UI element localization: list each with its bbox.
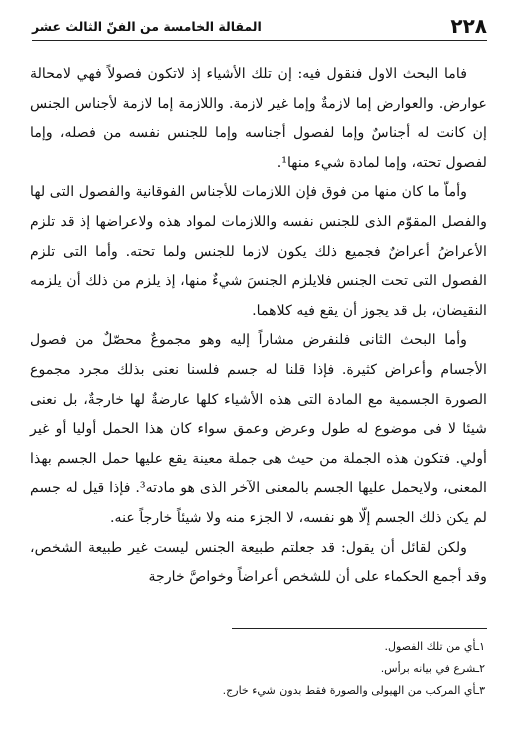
running-header xyxy=(32,14,487,41)
main-text xyxy=(30,60,487,593)
footnote-3: ٣ـأي المركب من الهيولى والصورة فقط بدون شيء خارج. xyxy=(222,684,485,697)
footnote-1: ١ـأي من تلك الفصول. xyxy=(384,640,485,653)
paragraph-4: ولكن لقائل أن يقول: قد جعلتم طبيعة الجنس ليست غير طبيعة الشخص، وقد أجمع الحكماء على أن للشخص أعراضاً وخواصَّ خارجة xyxy=(30,539,487,586)
footnotes xyxy=(30,636,485,702)
paragraph-1: فاما البحث الاول فنقول فيه: إن تلك الأشياء إذ لاتكون فصولاً فهي لامحالة عوارض. والعوارض إما لازمةٌ وإما غير لازمة. واللازمة إما لازمة لأجناس الجنس إن كانت له أجناسٌ وإما لفصول أجناسه وإما للجنس نفسه من فصله، وإما لفصول تحته، وإما لمادة شيء منها¹. xyxy=(30,66,487,171)
page-number: ٢٢٨ xyxy=(450,14,487,38)
running-title: المقالة الخامسة من الفنّ الثالث عشر xyxy=(32,19,262,34)
footnote-separator xyxy=(232,628,487,629)
paragraph-2: وأماّ ما كان منها من فوق فإن اللازمات للأجناس الفوقانية والفصول التى لها والفصل المقوّم الذى للجنس نفسه واللازمات لمواد هذه ولاعراضها إذ قد تلزم الأعراضُ أعراضٌ فجميع ذلك يكون لازما للجنس ولما تحته. وأما التى تلزم الفصول التى تحت الجنس فلايلزم الجنسَ شيءٌ منها، إذ يلزم من ذلك أن يلزمه النقيضان، بل قد يجوز أن يقع فيه كلاهما. xyxy=(30,184,487,319)
paragraph-3: وأما البحث الثانى فلنفرض مشاراً إليه وهو مجموعٌ محصّلٌ من فصول الأجسام وأعراض كثيرة. فإذا قلنا له جسم فلسنا نعنى بذلك مجرد مجموع الصورة الجسمية مع المادة التى هذه الأشياء كلها عارضةٌ لها خارجةٌ، بل نعنى شيئا لا فى موضوع له طول وعرض وعمق سواء كان هذا الحمل أوليا أو غير أولي. فتكون هذه الجملة من حيث هى جملة معينة يقع عليها حمل الجسم بهذا المعنى، ولايحمل عليها الجسم بالمعنى الآخر الذى هو مادته³. فإذا قيل له جسم لم يكن ذلك الجسم إلّا هو نفسه، لا الجزء منه ولا شيئاً خارجاً عنه. xyxy=(30,332,487,526)
footnote-2: ٢ـشرع في بيانه برأس. xyxy=(380,662,485,675)
